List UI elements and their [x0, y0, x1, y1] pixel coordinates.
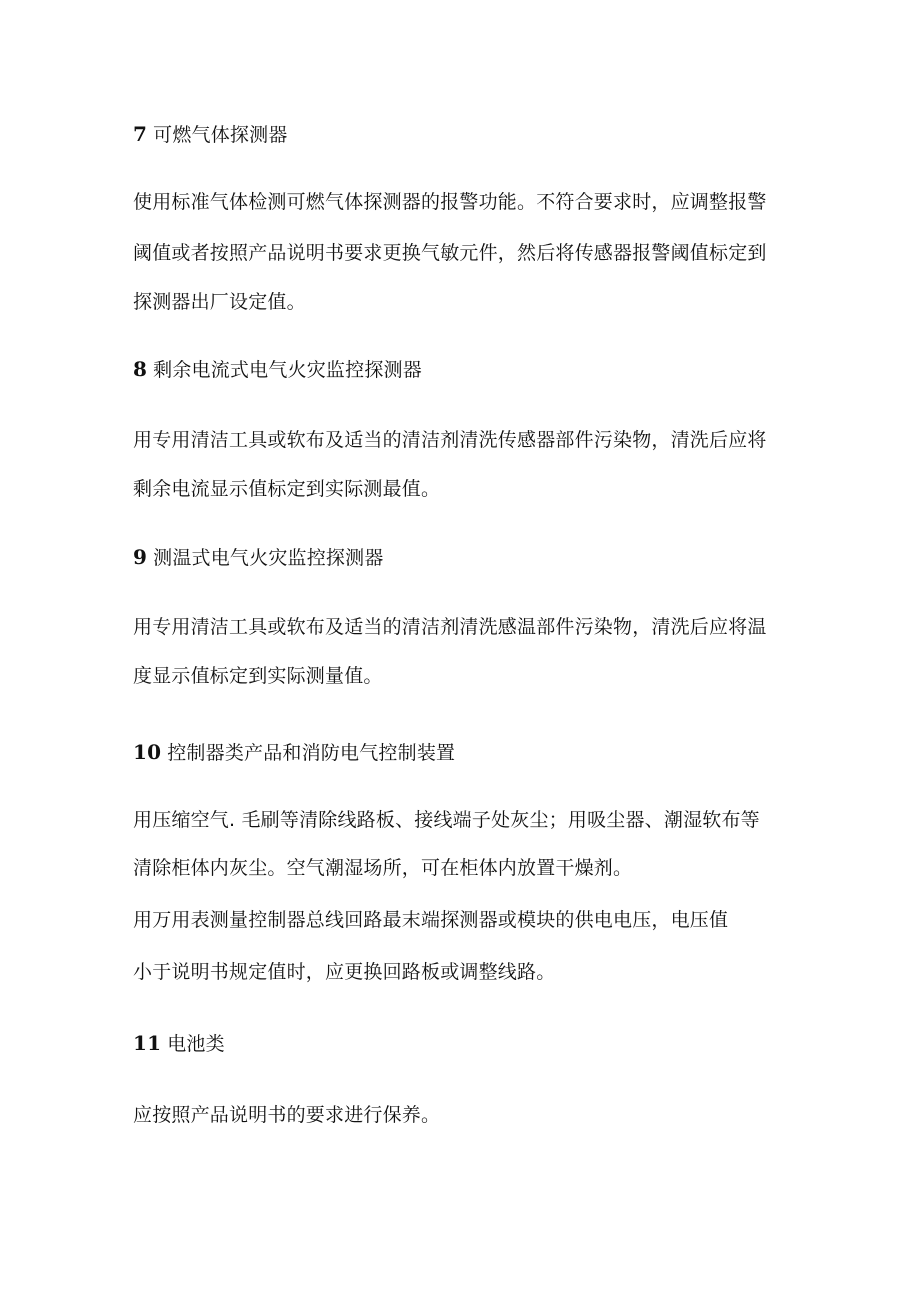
- paragraph-line: 小于说明书规定值时，应更换回路板或调整线路。: [133, 961, 556, 983]
- paragraph-line: 阈值或者按照产品说明书要求更换气敏元件，然后将传感器报警阈值标定到: [133, 242, 767, 264]
- section-heading: [133, 740, 813, 765]
- section-number: 8: [133, 357, 148, 381]
- paragraph-line: 用专用清洁工具或软布及适当的清洁剂清洗传感器部件污染物，清洗后应将: [133, 429, 767, 451]
- paragraph-line: 度显示值标定到实际测量值。: [133, 665, 383, 687]
- section-heading: [133, 357, 813, 382]
- section-title: 剩余电流式电气火灾监控探测器: [153, 359, 422, 381]
- paragraph-line: 清除柜体内灰尘。空气潮湿场所，可在柜体内放置干燥剂。: [133, 857, 633, 879]
- paragraph-line: 用压缩空气. 毛刷等清除线路板、接线端子处灰尘；用吸尘器、潮湿软布等: [133, 809, 760, 831]
- section-title: 控制器类产品和消防电气控制装置: [167, 742, 456, 764]
- section-title: 测温式电气火灾监控探测器: [153, 547, 384, 569]
- section-heading: [133, 1031, 813, 1056]
- section-number: 7: [133, 122, 148, 146]
- paragraph-line: 剩余电流显示值标定到实际测最值。: [133, 478, 441, 500]
- paragraph-line: 应按照产品说明书的要求进行保养。: [133, 1104, 441, 1126]
- paragraph-line: 用专用清洁工具或软布及适当的清洁剂清洗感温部件污染物，清洗后应将温: [133, 616, 767, 638]
- paragraph-line: 探测器出厂设定值。: [133, 291, 306, 313]
- section-heading: [133, 122, 813, 147]
- section-title: 可燃气体探测器: [153, 124, 288, 146]
- section-number: 10: [133, 740, 162, 764]
- paragraph-line: 用万用表测量控制器总线回路最末端探测器或模块的供电电压，电压值: [133, 909, 729, 931]
- paragraph-line: 使用标准气体检测可燃气体探测器的报警功能。不符合要求时，应调整报警: [133, 191, 767, 213]
- section-number: 9: [133, 545, 148, 569]
- section-heading: [133, 545, 813, 570]
- section-title: 电池类: [167, 1033, 225, 1055]
- section-number: 11: [133, 1031, 162, 1055]
